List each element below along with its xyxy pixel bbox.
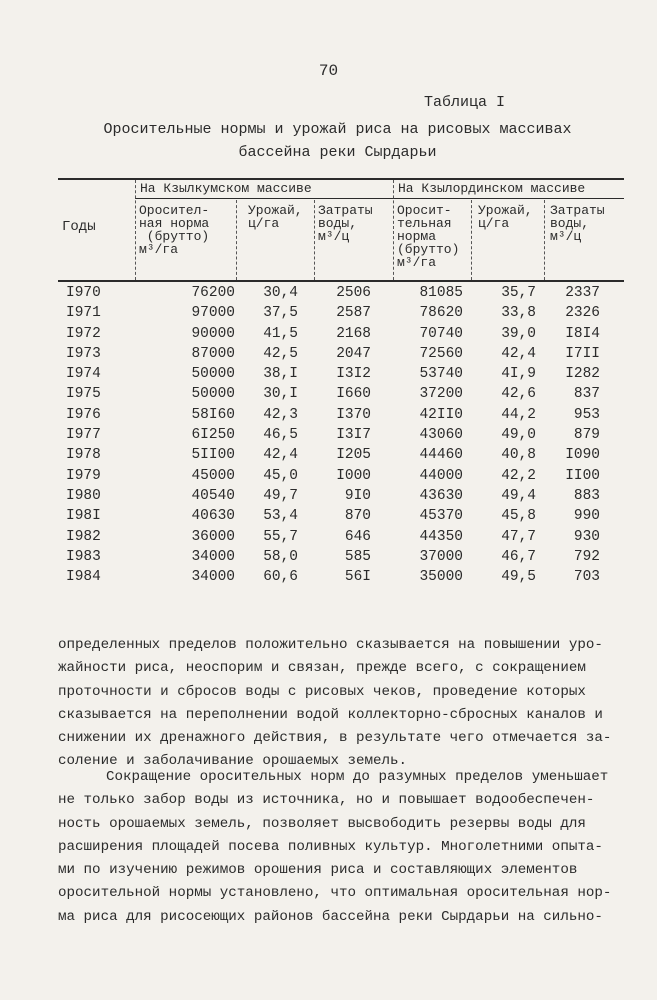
text-line: Сокращение оросительных норм до разумных пределов уменьшает [106, 769, 609, 785]
table-row [58, 305, 624, 325]
table-row [58, 427, 624, 447]
cell-kzylkum-norm: 34000 [191, 548, 235, 565]
cell-kzylkum-yield: 45,0 [263, 467, 298, 484]
header-bottom-rule [58, 280, 624, 282]
title-line-2: бассейна реки Сырдарьи [238, 144, 437, 161]
table-row [58, 488, 624, 508]
title-line-1: Оросительные нормы и урожай риса на рисовых массивах [103, 121, 572, 138]
cell-kzylkum-yield: 49,7 [263, 487, 298, 504]
cell-kzylkum-norm: 58I60 [191, 406, 235, 423]
cell-kzylkum-water: I205 [336, 447, 371, 464]
cell-kzylkum-yield: 37,5 [263, 305, 298, 322]
cell-kzylkum-yield: 38,I [263, 366, 298, 383]
header-g1-norm: Оросител- ная норма (брутто) м³/га [139, 203, 210, 257]
cell-kzylkum-norm: 45000 [191, 467, 235, 484]
cell-year: I983 [66, 548, 101, 565]
cell-year: I973 [66, 345, 101, 362]
cell-kzylkum-yield: 46,5 [263, 427, 298, 444]
cell-kzylkum-yield: 41,5 [263, 325, 298, 342]
cell-kzylorda-yield: 42,4 [501, 345, 536, 362]
cell-kzylorda-water: 930 [573, 528, 600, 545]
col-separator-4 [544, 200, 545, 280]
cell-year: I972 [66, 325, 101, 342]
cell-kzylkum-water: 585 [344, 548, 371, 565]
cell-kzylorda-norm: 44000 [419, 467, 463, 484]
table-label: Таблица I [424, 94, 506, 111]
paragraph-2 [58, 766, 634, 929]
table-row [58, 407, 624, 427]
cell-kzylorda-norm: 44460 [419, 447, 463, 464]
group-separator [393, 180, 394, 280]
header-g2-norm: Оросит- тельная норма (брутто) м³/га [397, 203, 460, 270]
table-title [60, 118, 615, 164]
cell-kzylkum-water: I000 [336, 467, 371, 484]
cell-year: I975 [66, 386, 101, 403]
cell-kzylkum-norm: 36000 [191, 528, 235, 545]
text-line: жайности риса, неоспорим и связан, прежде всего, с сокращением [58, 660, 586, 677]
cell-kzylkum-yield: 55,7 [263, 528, 298, 545]
cell-kzylkum-yield: 42,5 [263, 345, 298, 362]
cell-kzylorda-water: 953 [573, 406, 600, 423]
cell-kzylkum-water: I3I7 [336, 427, 371, 444]
cell-kzylkum-water: I3I2 [336, 366, 371, 383]
cell-kzylorda-norm: 42II0 [419, 406, 463, 423]
cell-kzylorda-norm: 43060 [419, 427, 463, 444]
cell-kzylorda-norm: 35000 [419, 569, 463, 586]
header-g2-yield: Урожай, ц/га [478, 203, 533, 231]
cell-kzylkum-norm: 40540 [191, 487, 235, 504]
cell-kzylkum-norm: 76200 [191, 285, 235, 301]
cell-kzylkum-yield: 58,0 [263, 548, 298, 565]
cell-kzylkum-water: 56I [344, 569, 371, 586]
header-years: Годы [62, 219, 96, 235]
cell-kzylorda-water: I8I4 [565, 325, 600, 342]
cell-kzylkum-yield: 30,4 [263, 285, 298, 301]
cell-kzylorda-yield: 35,7 [501, 285, 536, 301]
text-line: соление и заболачивание орошаемых земель. [58, 753, 408, 770]
cell-kzylkum-norm: 6I250 [191, 427, 235, 444]
cell-kzylorda-yield: 49,4 [501, 487, 536, 504]
cell-year: I982 [66, 528, 101, 545]
cell-year: I980 [66, 487, 101, 504]
cell-kzylkum-norm: 50000 [191, 386, 235, 403]
header-g1-yield: Урожай, ц/га [248, 203, 303, 231]
cell-kzylorda-norm: 78620 [419, 305, 463, 322]
cell-kzylorda-water: II00 [565, 467, 600, 484]
cell-kzylorda-water: 2326 [565, 305, 600, 322]
data-table [58, 176, 624, 616]
text-line: ма риса для рисосеющих районов бассейна реки Сырдарьи на сильно- [58, 908, 603, 925]
cell-kzylkum-norm: 97000 [191, 305, 235, 322]
cell-kzylorda-water: 883 [573, 487, 600, 504]
cell-kzylorda-yield: 42,2 [501, 467, 536, 484]
cell-year: I971 [66, 305, 101, 322]
cell-kzylorda-norm: 70740 [419, 325, 463, 342]
cell-kzylorda-yield: 33,8 [501, 305, 536, 322]
cell-kzylkum-yield: 30,I [263, 386, 298, 403]
text-line: ность орошаемых земель, позволяет высвободить резервы воды для [58, 815, 586, 832]
cell-kzylorda-water: I7II [565, 345, 600, 362]
header-g1-water: Затраты воды, м³/ц [318, 203, 373, 244]
cell-kzylorda-water: 879 [573, 427, 600, 444]
cell-kzylorda-water: 837 [573, 386, 600, 403]
text-line: ми по изучению режимов орошения риса и составляющих элементов [58, 862, 578, 879]
cell-kzylorda-yield: 49,0 [501, 427, 536, 444]
cell-kzylorda-norm: 37200 [419, 386, 463, 403]
col-separator-3 [471, 200, 472, 280]
col-separator-2 [314, 200, 315, 280]
cell-kzylorda-norm: 53740 [419, 366, 463, 383]
cell-kzylkum-norm: 50000 [191, 366, 235, 383]
table-row [58, 285, 624, 305]
col-separator-1 [236, 200, 237, 280]
cell-year: I978 [66, 447, 101, 464]
cell-kzylkum-water: 9I0 [344, 487, 371, 504]
cell-kzylkum-yield: 42,4 [263, 447, 298, 464]
table-row [58, 468, 624, 488]
cell-kzylorda-water: I282 [565, 366, 600, 383]
cell-kzylorda-norm: 45370 [419, 508, 463, 525]
text-line: не только забор воды из источника, но и повышает водообеспечен- [58, 792, 595, 809]
cell-kzylkum-water: 646 [344, 528, 371, 545]
text-line: определенных пределов положительно сказывается на повышении уро- [58, 637, 603, 653]
cell-kzylkum-norm: 40630 [191, 508, 235, 525]
cell-year: I98I [66, 508, 101, 525]
cell-kzylkum-water: 2587 [336, 305, 371, 322]
cell-kzylkum-water: 870 [344, 508, 371, 525]
header-group-kzylorda: На Кзылординском массиве [398, 181, 586, 196]
text-line: сказывается на переполнении водой коллекторно-сбросных каналов и [58, 706, 603, 723]
cell-kzylorda-yield: 49,5 [501, 569, 536, 586]
cell-kzylkum-water: 2168 [336, 325, 371, 342]
cell-kzylkum-water: I370 [336, 406, 371, 423]
text-line: расширения площадей посева поливных культур. Многолетними опыта- [58, 838, 603, 855]
table-row [58, 326, 624, 346]
table-row [58, 386, 624, 406]
paragraph-1 [58, 634, 634, 774]
cell-kzylorda-yield: 39,0 [501, 325, 536, 342]
cell-kzylorda-yield: 46,7 [501, 548, 536, 565]
text-line: проточности и сбросов воды с рисовых чеков, проведение которых [58, 683, 586, 700]
cell-kzylkum-yield: 60,6 [263, 569, 298, 586]
table-row [58, 508, 624, 528]
cell-kzylkum-norm: 5II00 [191, 447, 235, 464]
cell-kzylkum-norm: 34000 [191, 569, 235, 586]
cell-kzylkum-yield: 53,4 [263, 508, 298, 525]
cell-kzylorda-yield: 4I,9 [501, 366, 536, 383]
cell-kzylorda-norm: 72560 [419, 345, 463, 362]
cell-kzylorda-norm: 81085 [419, 285, 463, 301]
cell-kzylkum-water: 2506 [336, 285, 371, 301]
page-number: 70 [318, 62, 339, 80]
cell-kzylorda-water: 792 [573, 548, 600, 565]
cell-year: I984 [66, 569, 101, 586]
cell-kzylorda-norm: 43630 [419, 487, 463, 504]
cell-kzylorda-norm: 44350 [419, 528, 463, 545]
cell-kzylkum-yield: 42,3 [263, 406, 298, 423]
cell-kzylorda-yield: 45,8 [501, 508, 536, 525]
cell-year: I970 [66, 285, 101, 301]
header-group-kzylkum: На Кзылкумском массиве [140, 181, 312, 196]
table-row [58, 529, 624, 549]
cell-year: I979 [66, 467, 101, 484]
cell-year: I974 [66, 366, 101, 383]
table-row [58, 549, 624, 569]
text-line: снижении их дренажного действия, в результате чего отмечается за- [58, 730, 612, 747]
table-row [58, 366, 624, 386]
cell-kzylorda-water: 990 [573, 508, 600, 525]
cell-kzylorda-yield: 42,6 [501, 386, 536, 403]
cell-kzylkum-water: 2047 [336, 345, 371, 362]
year-column-separator [135, 180, 136, 280]
cell-year: I977 [66, 427, 101, 444]
text-line: оросительной нормы установлено, что оптимальная оросительная нор- [58, 885, 612, 902]
cell-kzylorda-water: 2337 [565, 285, 600, 301]
cell-kzylkum-norm: 87000 [191, 345, 235, 362]
table-row [58, 346, 624, 366]
cell-kzylorda-norm: 37000 [419, 548, 463, 565]
group-header-rule [135, 198, 624, 199]
table-row [58, 569, 624, 589]
cell-kzylkum-norm: 90000 [191, 325, 235, 342]
cell-kzylorda-yield: 47,7 [501, 528, 536, 545]
table-body [58, 285, 624, 589]
cell-year: I976 [66, 406, 101, 423]
cell-kzylorda-water: I090 [565, 447, 600, 464]
cell-kzylorda-water: 703 [573, 569, 600, 586]
table-top-rule [58, 178, 624, 180]
header-g2-water: Затраты воды, м³/ц [550, 203, 605, 244]
table-row [58, 447, 624, 467]
cell-kzylorda-yield: 44,2 [501, 406, 536, 423]
cell-kzylkum-water: I660 [336, 386, 371, 403]
cell-kzylorda-yield: 40,8 [501, 447, 536, 464]
